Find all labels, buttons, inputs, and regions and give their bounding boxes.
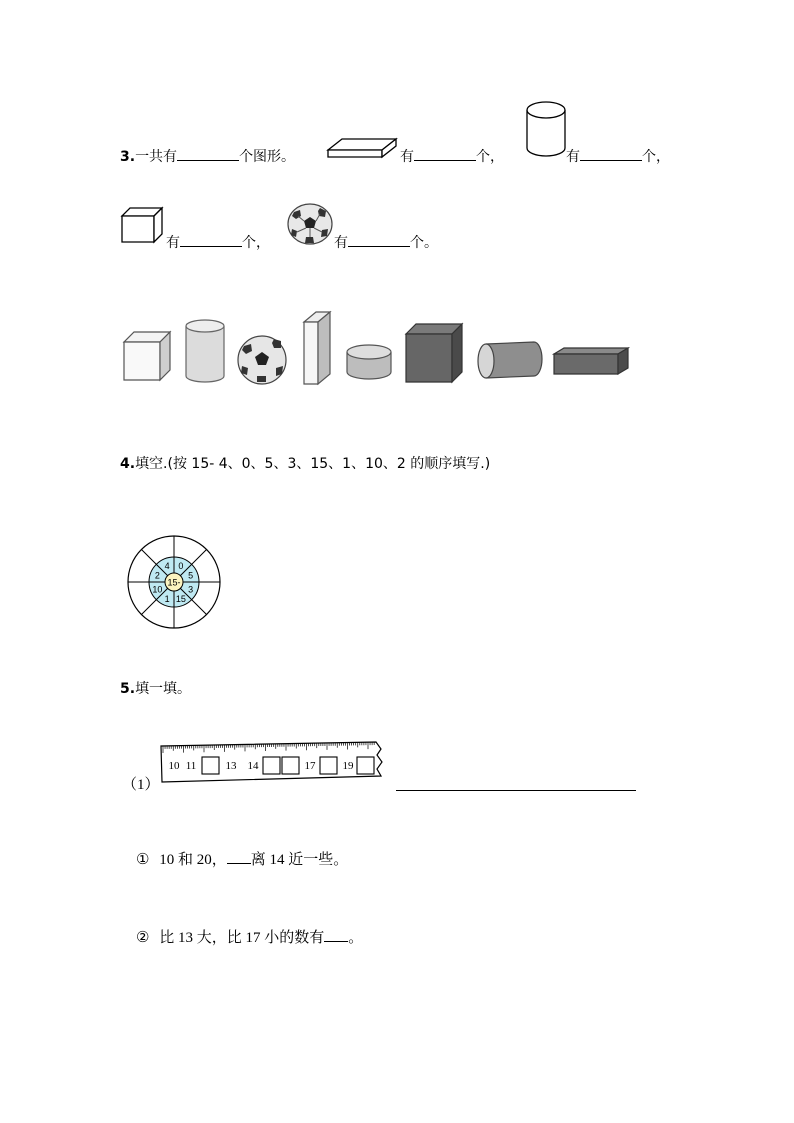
wheel-ring-number: 0	[178, 560, 184, 571]
q3-sphere-count	[334, 232, 438, 252]
q5-item1-marker: ①	[136, 852, 150, 868]
q4-number: 4.	[120, 456, 136, 472]
q5-item1-text-b: 离 14 近一些。	[250, 852, 349, 868]
q5-item1-blank[interactable]	[227, 849, 251, 864]
wheel-ring-number: 2	[154, 570, 160, 581]
ruler-number: 17	[304, 760, 316, 772]
q5-answer-line[interactable]	[396, 789, 636, 791]
q3-cube-count	[166, 232, 270, 252]
q5-number: 5.	[120, 681, 136, 697]
wheel-ring-number: 1	[164, 594, 170, 605]
q3-cuboid-count	[400, 146, 504, 166]
row-lying-cylinder-icon	[478, 342, 542, 378]
q3-cube-ge: 个，	[242, 235, 270, 251]
q3-cuboid-ge: 个，	[476, 149, 504, 165]
cube-icon	[120, 206, 164, 244]
ruler-answer-box[interactable]	[320, 757, 337, 774]
q5-item1-text-a: 10 和 20，	[159, 852, 227, 868]
q5-item2-text-b: 。	[348, 930, 364, 946]
wheel-center-label: 15-	[167, 577, 181, 588]
q4-title-line	[120, 455, 490, 473]
q3-sphere-you: 有	[334, 235, 348, 251]
row-tall-board-icon	[304, 312, 330, 384]
q5-item2-text-a: 比 13 大，比 17 小的数有	[159, 930, 325, 946]
q5-item2	[136, 926, 363, 947]
ruler-number: 10	[168, 760, 180, 772]
ruler-answer-box[interactable]	[202, 757, 219, 774]
ruler-number: 11	[185, 760, 197, 772]
row-tall-cylinder-icon	[186, 320, 224, 382]
q5-item1	[136, 848, 348, 869]
wheel-ring-number: 3	[188, 584, 194, 595]
q3-cuboid-you: 有	[400, 149, 414, 165]
wheel-ring-number: 4	[164, 560, 170, 571]
ruler-number: 14	[247, 760, 259, 772]
q3-sphere-blank[interactable]	[348, 232, 410, 247]
ruler-answer-box[interactable]	[263, 757, 280, 774]
q3-cylinder-count	[566, 146, 670, 166]
ruler	[158, 738, 384, 784]
q3-cylinder-you: 有	[566, 149, 580, 165]
q3-sphere-ge: 个。	[410, 235, 438, 251]
q3-intro: 一共有	[135, 149, 178, 165]
ruler-number: 13	[225, 760, 237, 772]
row-soccer-ball-icon	[238, 336, 286, 384]
row-short-cylinder-icon	[347, 345, 391, 379]
q3-total-blank[interactable]	[177, 146, 239, 161]
ruler-answer-box[interactable]	[357, 757, 374, 774]
q5-item2-blank[interactable]	[324, 927, 348, 942]
number-wheel	[126, 534, 222, 630]
q3-line1	[120, 146, 295, 166]
q3-cube-blank[interactable]	[180, 232, 242, 247]
q4-title: 填空.(按 15- 4、0、5、3、15、1、10、2 的顺序填写.)	[135, 456, 491, 472]
q3-cylinder-blank[interactable]	[580, 146, 642, 161]
q5-item2-marker: ②	[136, 930, 150, 946]
q3-shapes-suffix: 个图形。	[239, 149, 296, 165]
soccer-ball-icon	[286, 202, 334, 246]
wheel-ring-number: 10	[152, 584, 163, 595]
flat-board-icon	[326, 136, 398, 160]
row-cube-icon	[124, 332, 170, 380]
cylinder-icon	[524, 98, 568, 160]
wheel-ring-number: 5	[188, 570, 194, 581]
q5-title-line	[120, 680, 191, 698]
q3-cuboid-blank[interactable]	[414, 146, 476, 161]
ruler-answer-box[interactable]	[282, 757, 299, 774]
shapes-row	[118, 308, 638, 388]
row-dark-cuboid-icon	[554, 348, 628, 374]
q5-title: 填一填。	[135, 681, 192, 697]
wheel-ring-number: 15	[175, 594, 186, 605]
q5-part-label: （1）	[122, 777, 160, 793]
ruler-number: 19	[342, 760, 354, 772]
row-dark-cube-icon	[406, 324, 462, 382]
q3-cylinder-ge: 个，	[642, 149, 670, 165]
q3-cube-you: 有	[166, 235, 180, 251]
q3-number: 3.	[120, 149, 136, 165]
